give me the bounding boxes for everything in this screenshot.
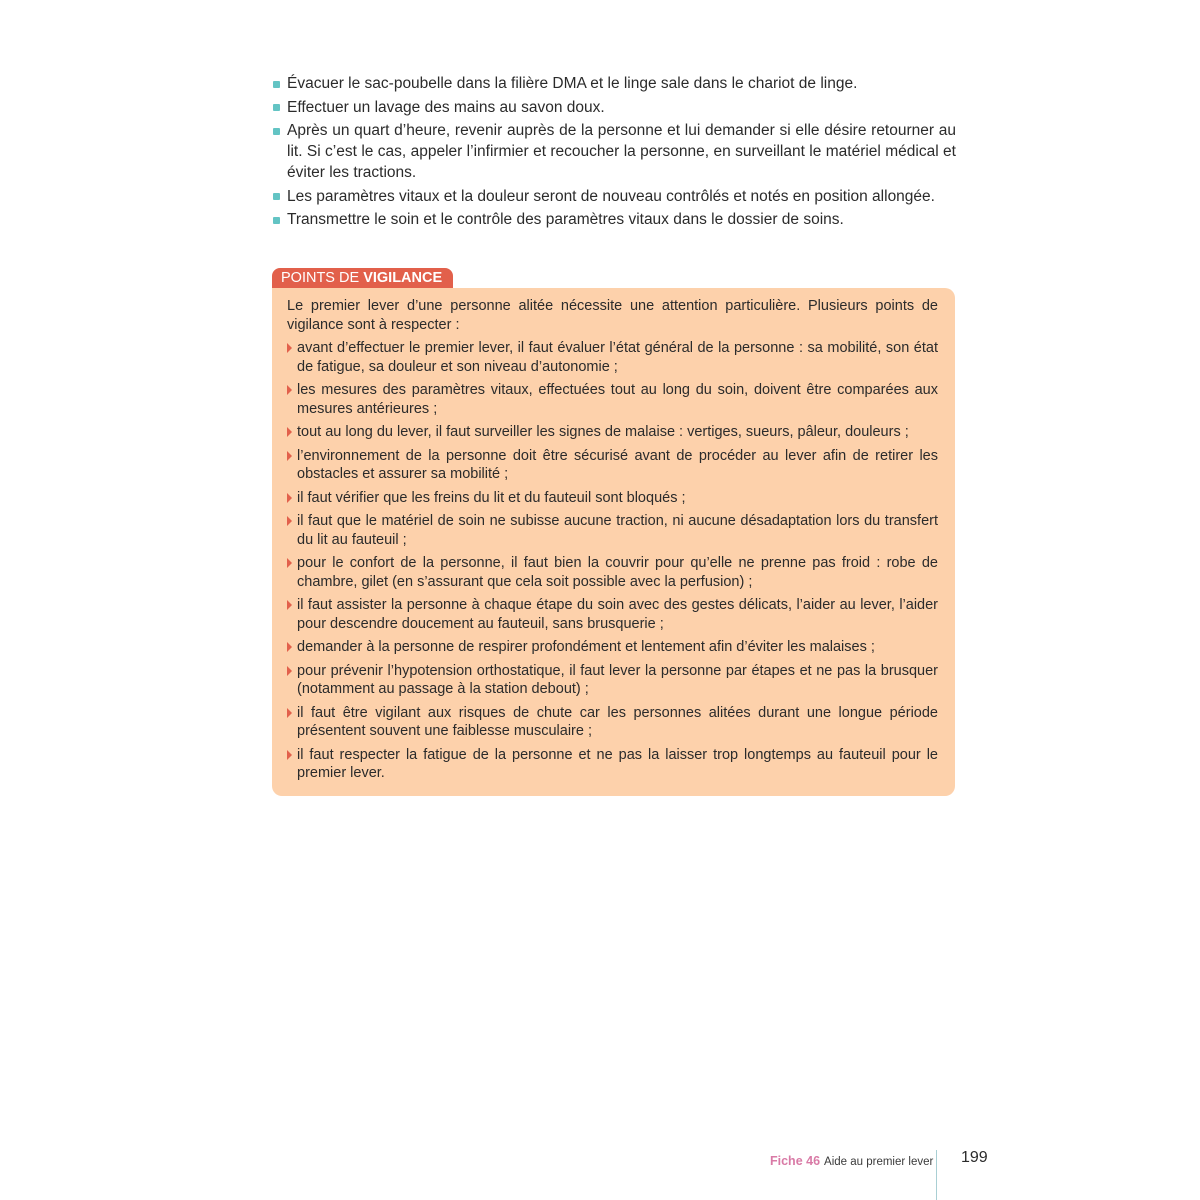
step-text: Transmettre le soin et le contrôle des paramètres vitaux dans le dossier de soins. [287, 211, 844, 228]
vigilance-tab-prefix: POINTS DE [281, 270, 364, 286]
vigilance-intro: Le premier lever d’une personne alitée nécessite une attention particulière. Plusieurs points de vigilance sont à respecter : [287, 298, 938, 333]
square-bullet-icon [273, 128, 280, 135]
arrow-bullet-icon [287, 666, 292, 676]
list-item [287, 512, 938, 549]
vigilance-list [287, 339, 938, 783]
vigilance-point: l’environnement de la personne doit être sécurisé avant de procéder au lever afin de retirer les obstacles et assurer sa mobilité ; [297, 447, 938, 482]
vigilance-box [272, 288, 955, 796]
arrow-bullet-icon [287, 427, 292, 437]
step-text: Les paramètres vitaux et la douleur seront de nouveau contrôlés et notés en position allongée. [287, 187, 935, 205]
step-text: Évacuer le sac-poubelle dans la filière DMA et le linge sale dans le chariot de linge. [287, 75, 858, 92]
vigilance-point: pour prévenir l’hypotension orthostatique, il faut lever la personne par étapes et ne pas la brusquer (notamment au passage à la station debout) ; [297, 662, 938, 697]
square-bullet-icon [273, 193, 280, 200]
fiche-number: Fiche 46 [770, 1154, 821, 1168]
vigilance-tab-bold: VIGILANCE [363, 270, 443, 286]
vigilance-point: tout au long du lever, il faut surveiller les signes de malaise : vertiges, sueurs, pâleur, douleurs ; [297, 424, 909, 440]
page-footer [770, 1152, 933, 1172]
list-item [272, 209, 956, 230]
arrow-bullet-icon [287, 558, 292, 568]
step-text: Effectuer un lavage des mains au savon doux. [287, 98, 605, 116]
arrow-bullet-icon [287, 750, 292, 760]
steps-list [272, 73, 956, 233]
arrow-bullet-icon [287, 493, 292, 503]
list-item [287, 704, 938, 741]
list-item [272, 186, 956, 207]
vigilance-point: pour le confort de la personne, il faut bien la couvrir pour qu’elle ne prenne pas froid : robe de chambre, gilet (en s’assurant que cela soit possible avec la perfusion) ; [297, 555, 938, 590]
arrow-bullet-icon [287, 451, 292, 461]
vigilance-point: il faut assister la personne à chaque étape du soin avec des gestes délicats, l’aider au lever, l’aider pour descendre doucement au fauteuil, sans brusquerie ; [297, 597, 938, 632]
list-item [272, 97, 956, 118]
vigilance-point: il faut être vigilant aux risques de chute car les personnes alitées durant une longue période présentent souvent une faiblesse musculaire ; [297, 704, 938, 739]
square-bullet-icon [273, 217, 280, 224]
list-item [287, 596, 938, 633]
arrow-bullet-icon [287, 708, 292, 718]
arrow-bullet-icon [287, 642, 292, 652]
page-number: 199 [961, 1149, 988, 1166]
fiche-title: Aide au premier lever [824, 1156, 934, 1168]
square-bullet-icon [273, 104, 280, 111]
arrow-bullet-icon [287, 516, 292, 526]
vigilance-point: il faut vérifier que les freins du lit et du fauteuil sont bloqués ; [297, 489, 686, 506]
list-item [272, 73, 956, 94]
list-item [287, 662, 938, 699]
step-text: Après un quart d’heure, revenir auprès de la personne et lui demander si elle désire retourner au lit. Si c’est le cas, appeler l’infirmier et recoucher la personne, en surveillant le matériel médical et éviter les tractions. [287, 122, 956, 181]
vigilance-point: avant d’effectuer le premier lever, il faut évaluer l’état général de la personne : sa mobilité, son état de fatigue, sa douleur et son niveau d’autonomie ; [297, 340, 938, 375]
vigilance-tab [272, 268, 453, 289]
vigilance-point: les mesures des paramètres vitaux, effectuées tout au long du soin, doivent être comparées aux mesures antérieures ; [297, 382, 938, 417]
list-item [272, 120, 956, 183]
list-item [287, 554, 938, 591]
vigilance-point: demander à la personne de respirer profondément et lentement afin d’éviter les malaises ; [297, 639, 875, 655]
vigilance-point: il faut respecter la fatigue de la personne et ne pas la laisser trop longtemps au fauteuil pour le premier lever. [297, 746, 938, 781]
list-item [287, 489, 938, 508]
list-item [287, 381, 938, 418]
list-item [287, 638, 938, 657]
vigilance-point: il faut que le matériel de soin ne subisse aucune traction, ni aucune désadaptation lors du transfert du lit au fauteuil ; [297, 513, 938, 548]
list-item [287, 447, 938, 484]
arrow-bullet-icon [287, 600, 292, 610]
list-item [287, 423, 938, 442]
list-item [287, 339, 938, 376]
footer-divider [936, 1150, 937, 1200]
arrow-bullet-icon [287, 385, 292, 395]
square-bullet-icon [273, 81, 280, 88]
arrow-bullet-icon [287, 343, 292, 353]
list-item [287, 746, 938, 783]
